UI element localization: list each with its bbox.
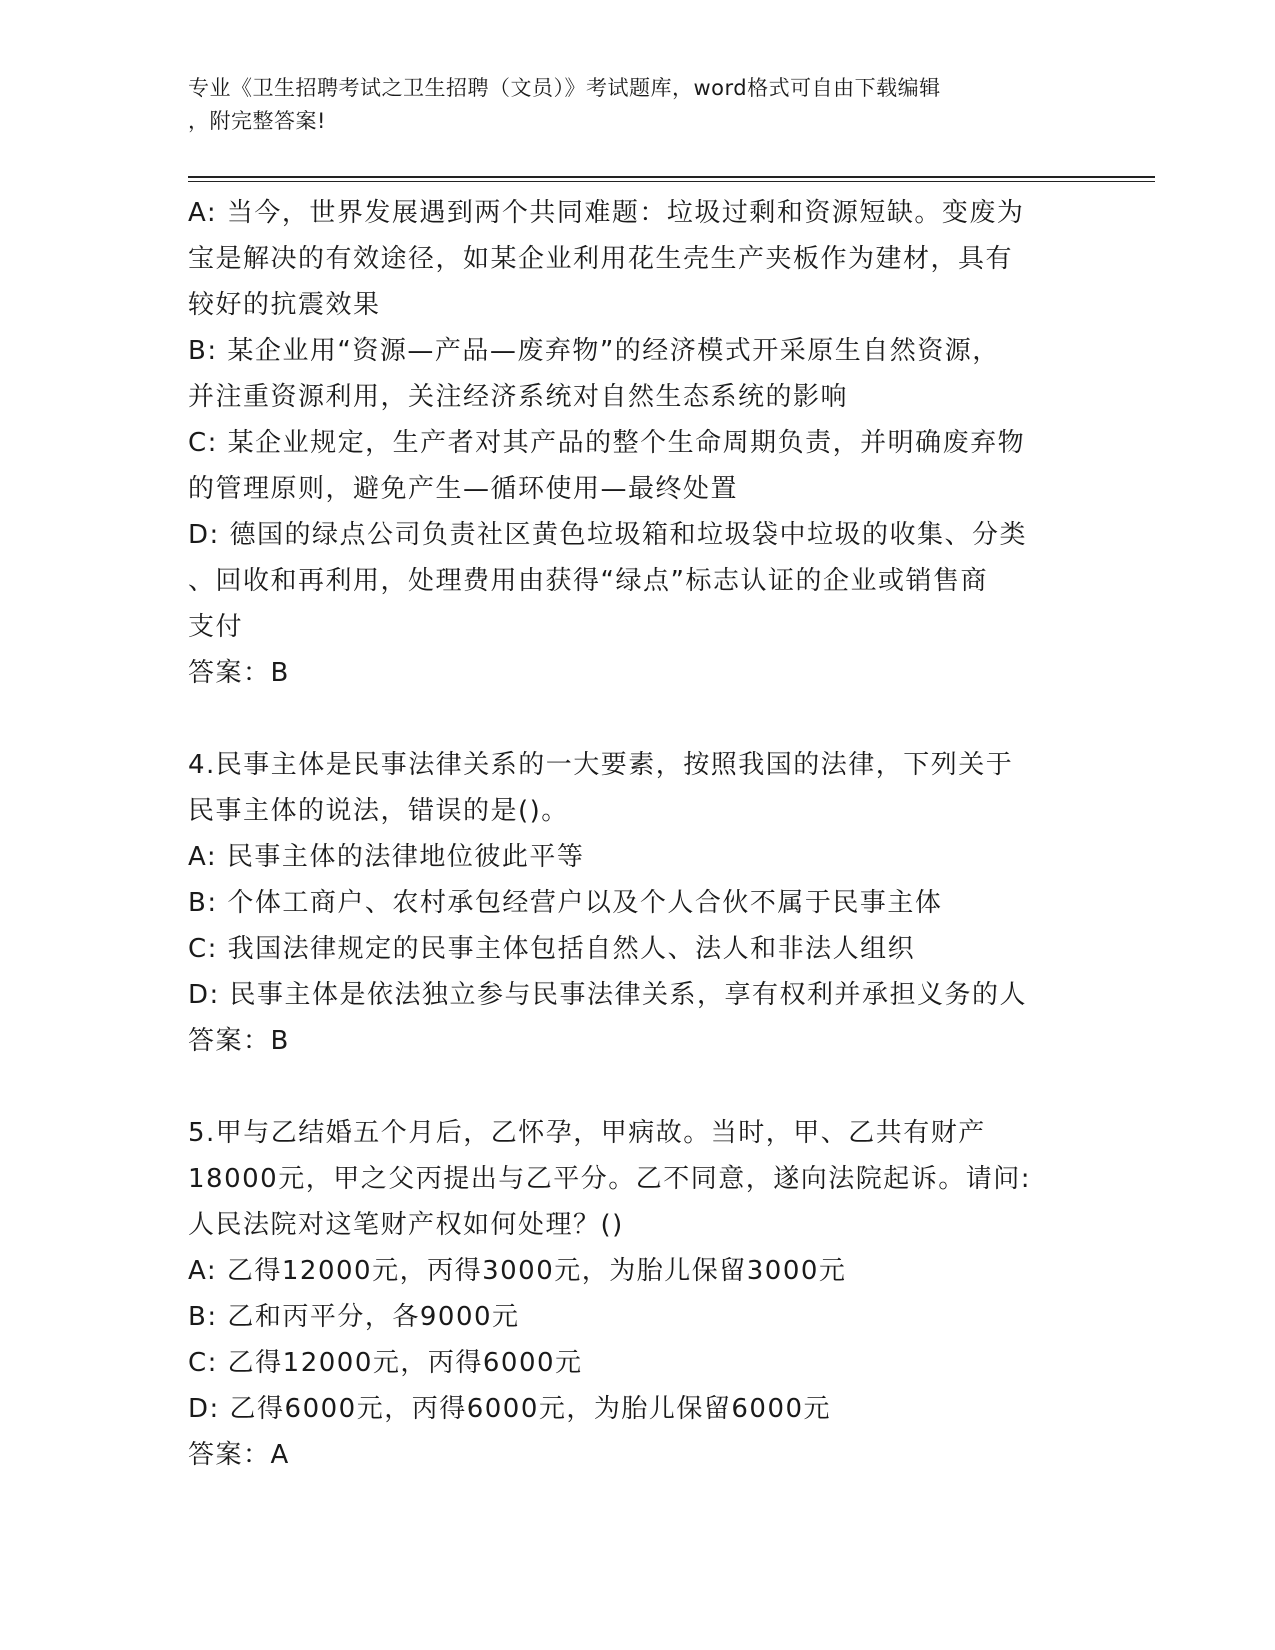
question-3-options [188, 190, 1108, 696]
q3-option-a-line-2: 宝是解决的有效途径，如某企业利用花生壳生产夹板作为建材，具有 [188, 244, 1014, 274]
q4-answer: 答案：B [188, 1026, 290, 1056]
q5-stem-line-3: 人民法院对这笔财产权如何处理？() [188, 1210, 624, 1240]
q3-option-c-line-1: C: 某企业规定，生产者对其产品的整个生命周期负责，并明确废弃物 [188, 428, 1026, 458]
q5-option-d: D: 乙得6000元，丙得6000元，为胎儿保留6000元 [188, 1394, 832, 1424]
q3-option-b-line-1: B: 某企业用“资源—产品—废弃物”的经济模式开采原生自然资源， [188, 336, 1000, 366]
q3-option-d-line-1: D: 德国的绿点公司负责社区黄色垃圾箱和垃圾袋中垃圾的收集、分类 [188, 520, 1028, 550]
q4-option-a: A: 民事主体的法律地位彼此平等 [188, 842, 585, 872]
q4-option-c: C: 我国法律规定的民事主体包括自然人、法人和非法人组织 [188, 934, 916, 964]
header-divider-thick [188, 176, 1155, 178]
q5-option-c: C: 乙得12000元，丙得6000元 [188, 1348, 583, 1378]
q5-option-a: A: 乙得12000元，丙得3000元，为胎儿保留3000元 [188, 1256, 847, 1286]
q4-option-d: D: 民事主体是依法独立参与民事法律关系，享有权利并承担义务的人 [188, 980, 1028, 1010]
q4-stem-line-1: 4.民事主体是民事法律关系的一大要素，按照我国的法律，下列关于 [188, 750, 1014, 780]
q5-stem-line-2: 18000元，甲之父丙提出与乙平分。乙不同意，遂向法院起诉。请问: [188, 1164, 1031, 1194]
header-divider-thin [188, 181, 1155, 182]
q3-option-a-line-1: A: 当今，世界发展遇到两个共同难题：垃圾过剩和资源短缺。变废为 [188, 198, 1025, 228]
q5-option-b: B: 乙和丙平分，各9000元 [188, 1302, 520, 1332]
question-content [188, 190, 1108, 1478]
q3-answer: 答案：B [188, 658, 290, 688]
q3-option-c-line-2: 的管理原则，避免产生—循环使用—最终处置 [188, 474, 739, 504]
document-header [188, 72, 1088, 138]
q3-option-b-line-2: 并注重资源利用，关注经济系统对自然生态系统的影响 [188, 382, 849, 412]
header-line-1: 专业《卫生招聘考试之卫生招聘（文员）》考试题库，word格式可自由下载编辑 [188, 76, 941, 100]
q5-answer: 答案：A [188, 1440, 290, 1470]
question-5 [188, 1110, 1108, 1478]
q3-option-d-line-2: 、回收和再利用，处理费用由获得“绿点”标志认证的企业或销售商 [188, 566, 988, 596]
spacer [188, 696, 1108, 742]
header-line-2: ，附完整答案! [188, 109, 326, 133]
q4-stem-line-2: 民事主体的说法，错误的是()。 [188, 796, 569, 826]
q3-option-d-line-3: 支付 [188, 612, 244, 642]
question-4 [188, 742, 1108, 1064]
spacer [188, 1064, 1108, 1110]
q3-option-a-line-3: 较好的抗震效果 [188, 290, 381, 320]
q5-stem-line-1: 5.甲与乙结婚五个月后，乙怀孕，甲病故。当时，甲、乙共有财产 [188, 1118, 986, 1148]
q4-option-b: B: 个体工商户、农村承包经营户以及个人合伙不属于民事主体 [188, 888, 943, 918]
